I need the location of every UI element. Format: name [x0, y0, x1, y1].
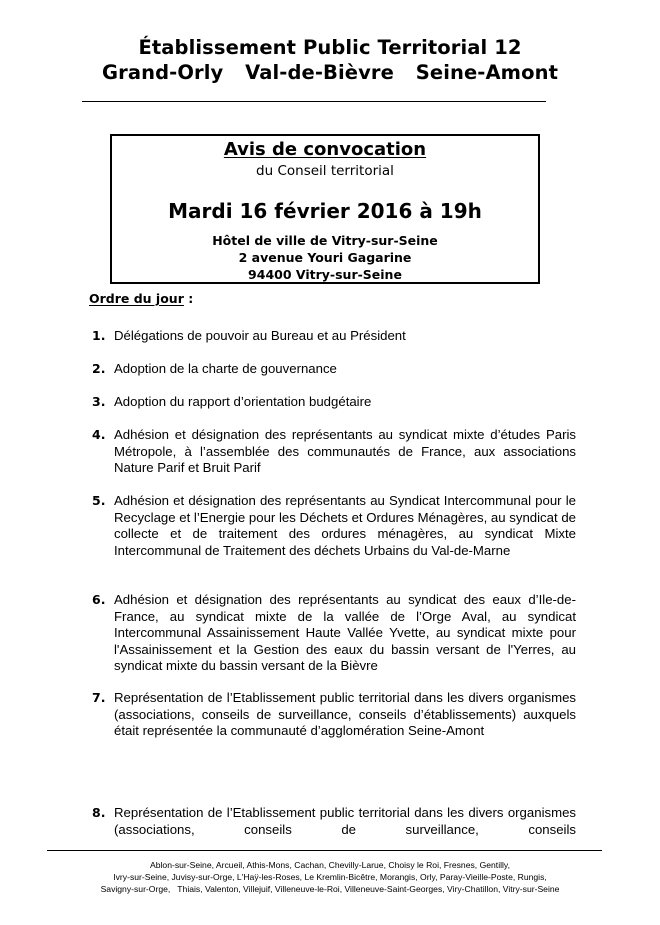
- footer-divider: [47, 850, 602, 851]
- organization-subtitle: Grand-Orly Val-de-Bièvre Seine-Amont: [102, 61, 558, 84]
- agenda-item-number: 7.: [92, 690, 106, 705]
- meeting-venue: Hôtel de ville de Vitry-sur-Seine: [212, 233, 438, 248]
- agenda-item: [92, 427, 576, 477]
- footer-municipalities-line: Ivry-sur-Seine, Juvisy-sur-Orge, L'Haÿ-les-Roses, Le Kremlin-Bicêtre, Morangis, Orly, Paray-Vieille-Poste, Rungis,: [113, 872, 547, 882]
- agenda-item-number: 1.: [92, 328, 106, 343]
- meeting-date: Mardi 16 février 2016 à 19h: [168, 199, 482, 223]
- agenda-item: [92, 361, 576, 378]
- agenda-item: [92, 328, 576, 345]
- agenda-item-number: 5.: [92, 493, 106, 508]
- agenda-item: [92, 690, 576, 740]
- agenda-item-text: Adhésion et désignation des représentants au syndicat mixte d’études Paris Métropole, à l’assemblée des communautés de France, aux associations Nature Parif et Bruit Parif: [114, 427, 576, 475]
- footer-municipalities-line: Ablon-sur-Seine, Arcueil, Athis-Mons, Cachan, Chevilly-Larue, Choisy le Roi, Fresnes, Gentilly,: [150, 860, 510, 870]
- meeting-street: 2 avenue Youri Gagarine: [238, 250, 412, 265]
- agenda-item-number: 4.: [92, 427, 106, 442]
- convocation-subtitle: du Conseil territorial: [256, 163, 394, 179]
- agenda-item-number: 6.: [92, 592, 106, 607]
- convocation-title: Avis de convocation: [223, 139, 427, 160]
- agenda-item-text: Représentation de l’Etablissement public territorial dans les divers organismes (associations, conseils de surveillance, conseils d’établissements) auxquels était représentée la communauté d’agglomération Seine-Amont: [114, 690, 576, 738]
- meeting-city: 94400 Vitry-sur-Seine: [248, 267, 402, 282]
- agenda-item-text: Adhésion et désignation des représentants au Syndicat Intercommunal pour le Recyclage et l’Energie pour les Déchets et Ordures Ménagères, au syndicat de collecte et de traitement des ordures ménagères, au syndicat Mixte Intercommunal de Traitement des déchets Urbains du Val-de-Marne: [114, 493, 576, 558]
- agenda-heading-label: Ordre du jour: [89, 291, 184, 306]
- organization-title: Établissement Public Territorial 12: [138, 36, 522, 59]
- footer-municipalities-line: Savigny-sur-Orge, Thiais, Valenton, Villejuif, Villeneuve-le-Roi, Villeneuve-Saint-Georges, Viry-Chatillon, Vitry-sur-Seine: [100, 884, 560, 894]
- agenda-item: [92, 805, 576, 838]
- agenda-item-number: 8.: [92, 805, 106, 820]
- agenda-item: [92, 394, 576, 411]
- agenda-item-number: 3.: [92, 394, 106, 409]
- agenda-heading-colon: :: [183, 291, 194, 306]
- agenda-item-text: Adoption de la charte de gouvernance: [114, 361, 337, 376]
- agenda-heading: [89, 291, 193, 306]
- agenda-item: [92, 592, 576, 675]
- agenda-item-text: Délégations de pouvoir au Bureau et au Président: [114, 328, 406, 343]
- agenda-item-text: Représentation de l’Etablissement public territorial dans les divers organismes (associations, conseils de surveillance, conseils: [114, 805, 576, 837]
- agenda-item-text: Adoption du rapport d’orientation budgétaire: [114, 394, 372, 409]
- convocation-box: [110, 134, 540, 284]
- agenda-item-text: Adhésion et désignation des représentants au syndicat des eaux d’Ile-de-France, au syndicat mixte de la vallée de l’Orge Aval, au syndicat Intercommunal Assainissement Haute Vallée Yvette, au syndicat mixte pour l'Assainissement et la Gestion des eaux du bassin versant de l'Yerres, au syndicat mixte du bassin versant de la Bièvre: [114, 592, 576, 673]
- agenda-item-number: 2.: [92, 361, 106, 376]
- header-divider: [82, 101, 546, 102]
- agenda-item: [92, 493, 576, 559]
